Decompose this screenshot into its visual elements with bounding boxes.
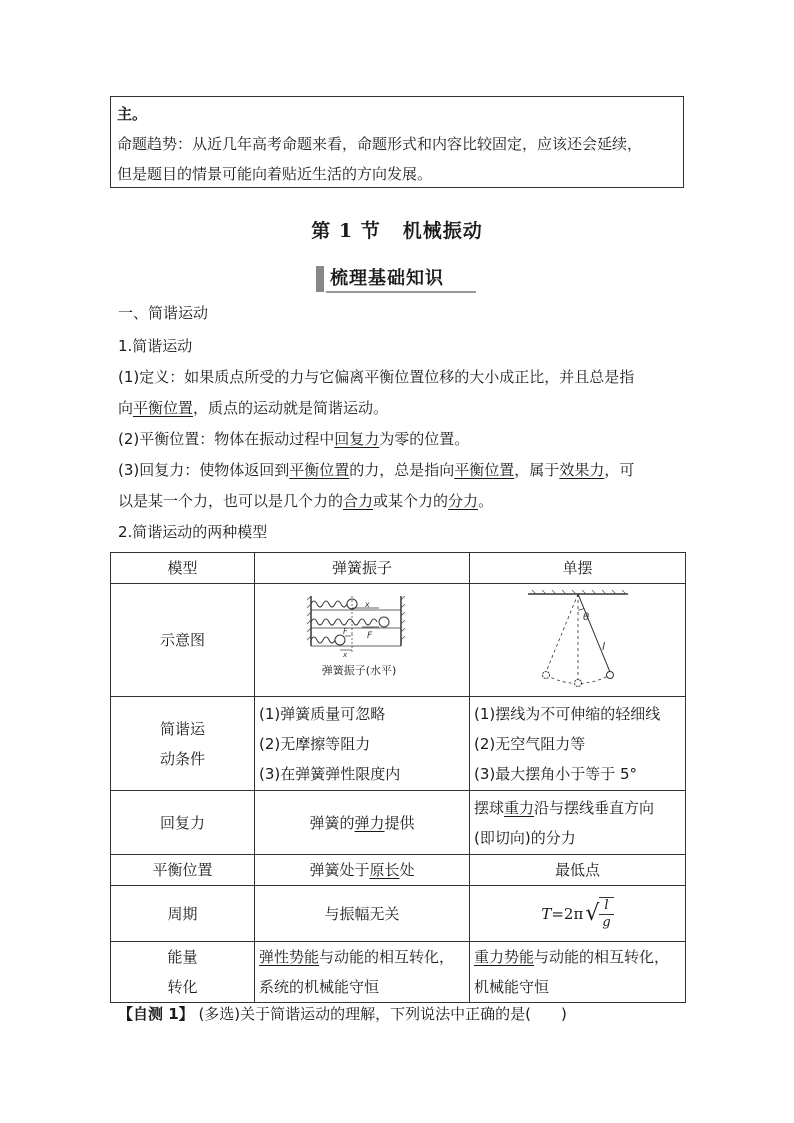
label-line: 能量 <box>167 948 198 966</box>
section-title <box>0 216 794 243</box>
text: (即切向)的分力 <box>474 828 576 847</box>
spring-equilibrium <box>255 855 470 886</box>
pendulum-energy <box>470 942 686 1003</box>
text: 或某个力的 <box>373 492 449 510</box>
underlined-term: 重力 <box>504 798 535 817</box>
list-item: (1)弹簧质量可忽略 <box>259 704 386 723</box>
list-item: (3)在弹簧弹性限度内 <box>259 764 401 783</box>
header-model: 模型 <box>111 553 255 584</box>
underlined-term: 平衡位置 <box>289 461 350 479</box>
text: 提供 <box>384 813 415 832</box>
period-den: g <box>599 914 613 931</box>
banner-underline <box>326 291 476 293</box>
spring-diagram-cell <box>255 584 470 697</box>
text: 沿与摆线垂直方向 <box>534 798 655 817</box>
spring-F-label: F <box>367 631 373 641</box>
definition-line-2 <box>118 398 388 418</box>
spring-period: 与振幅无关 <box>255 886 470 942</box>
equilibrium-line <box>118 429 469 449</box>
text: 。 <box>478 492 494 510</box>
heading-simple-harmonic: 一、简谐运动 <box>118 304 209 322</box>
sqrt-icon: √ <box>585 900 600 926</box>
trend-label: 命题趋势： <box>117 135 193 153</box>
underlined-term: 弹性势能 <box>259 948 320 966</box>
pendulum-equilibrium: 最低点 <box>470 855 686 886</box>
self-test-tag: 【自测 1】 <box>118 1005 194 1023</box>
restoring-force-line-1 <box>118 460 634 480</box>
text: ，可 <box>604 461 635 479</box>
trend-text: 从近几年高考命题来看，命题形式和内容比较固定，应该还会延续， <box>192 135 643 153</box>
text: ，属于 <box>514 461 560 479</box>
text: 弹簧的 <box>309 813 355 832</box>
section-name: 机械振动 <box>402 220 483 242</box>
self-test-text: (多选)关于简谐运动的理解，下列说法中正确的是( ) <box>193 1005 567 1023</box>
spring-conditions <box>255 697 470 791</box>
spring-x-label-2: x <box>343 651 348 659</box>
text: 弹簧处于 <box>309 861 370 879</box>
pendulum-restoring <box>470 791 686 855</box>
row-label-conditions <box>111 697 255 791</box>
trend-line-1: 主。 <box>117 105 148 123</box>
row-label-restoring: 回复力 <box>111 791 255 855</box>
text: 为零的位置。 <box>379 430 470 448</box>
text: (3)回复力：使物体返回到 <box>118 461 290 479</box>
spring-F-label-2: F <box>343 627 348 636</box>
spring-energy <box>255 942 470 1003</box>
label-line: 动条件 <box>159 749 205 768</box>
text: 摆球 <box>474 798 505 817</box>
pendulum-diagram-cell <box>470 584 686 697</box>
pendulum-conditions <box>470 697 686 791</box>
underlined-term: 分力 <box>448 492 479 510</box>
table-row-diagram <box>111 584 686 697</box>
table-row-equilibrium <box>111 855 686 886</box>
underlined-term: 回复力 <box>334 430 380 448</box>
model-table <box>110 552 686 1003</box>
list-item: (2)无摩擦等阻力 <box>259 734 371 753</box>
header-pendulum: 单摆 <box>470 553 686 584</box>
label-line: 转化 <box>167 978 198 996</box>
label-line: 简谐运 <box>159 719 205 738</box>
underlined-term: 平衡位置 <box>133 399 194 417</box>
list-item: (2)无空气阻力等 <box>474 734 586 753</box>
header-spring: 弹簧振子 <box>255 553 470 584</box>
spring-caption: 弹簧振子(水平) <box>321 664 397 677</box>
spring-oscillator-diagram <box>307 594 417 686</box>
period-eq: =2π <box>551 904 584 923</box>
spring-restoring <box>255 791 470 855</box>
text: 向 <box>118 399 134 417</box>
text: 与动能的相互转化， <box>319 948 455 966</box>
text: ，质点的运动就是简谐运动。 <box>193 399 389 417</box>
banner-bar-icon <box>316 266 324 292</box>
table-row-restoring <box>111 791 686 855</box>
pendulum-theta: θ <box>582 612 589 623</box>
pendulum-l: l <box>601 640 605 653</box>
banner-label: 梳理基础知识 <box>330 268 444 289</box>
period-num: l <box>604 897 609 913</box>
table-header-row <box>111 553 686 584</box>
knowledge-banner <box>316 266 476 292</box>
underlined-term: 合力 <box>343 492 374 510</box>
text: 机械能守恒 <box>474 978 550 996</box>
section-number: 第 1 节 <box>311 220 381 242</box>
text: 系统的机械能守恒 <box>259 978 380 996</box>
list-item: (1)摆线为不可伸缩的轻细线 <box>474 704 661 723</box>
trend-line-2 <box>117 129 677 159</box>
subheading-1: 1.简谐运动 <box>118 337 193 355</box>
row-label-energy <box>111 942 255 1003</box>
row-label-diagram: 示意图 <box>111 584 255 697</box>
text: 处 <box>399 861 415 879</box>
table-row-energy <box>111 942 686 1003</box>
text: 以是某一个力，也可以是几个力的 <box>118 492 344 510</box>
exam-trend-box <box>110 96 684 188</box>
pendulum-period <box>470 886 686 942</box>
row-label-equilibrium: 平衡位置 <box>111 855 255 886</box>
restoring-force-line-2 <box>118 491 493 511</box>
trend-line-3: 但是题目的情景可能向着贴近生活的方向发展。 <box>117 165 433 183</box>
self-test-question <box>118 1003 567 1025</box>
text: 与动能的相互转化， <box>534 948 670 966</box>
definition-line-1: (1)定义：如果质点所受的力与它偏离平衡位置位移的大小成正比，并且总是指 <box>118 368 635 386</box>
table-row-conditions <box>111 697 686 791</box>
underlined-term: 弹力 <box>354 813 385 832</box>
underlined-term: 效果力 <box>559 461 605 479</box>
underlined-term: 原长 <box>369 861 400 879</box>
text: (2)平衡位置：物体在振动过程中 <box>118 430 335 448</box>
pendulum-diagram <box>518 590 638 690</box>
subheading-2: 2.简谐运动的两种模型 <box>118 523 268 541</box>
period-T: T <box>541 904 552 923</box>
list-item: (3)最大摆角小于等于 5° <box>474 764 638 783</box>
underlined-term: 平衡位置 <box>454 461 515 479</box>
table-row-period <box>111 886 686 942</box>
row-label-period: 周期 <box>111 886 255 942</box>
underlined-term: 重力势能 <box>474 948 535 966</box>
spring-x-label: x <box>365 600 370 609</box>
text: 的力，总是指向 <box>349 461 455 479</box>
